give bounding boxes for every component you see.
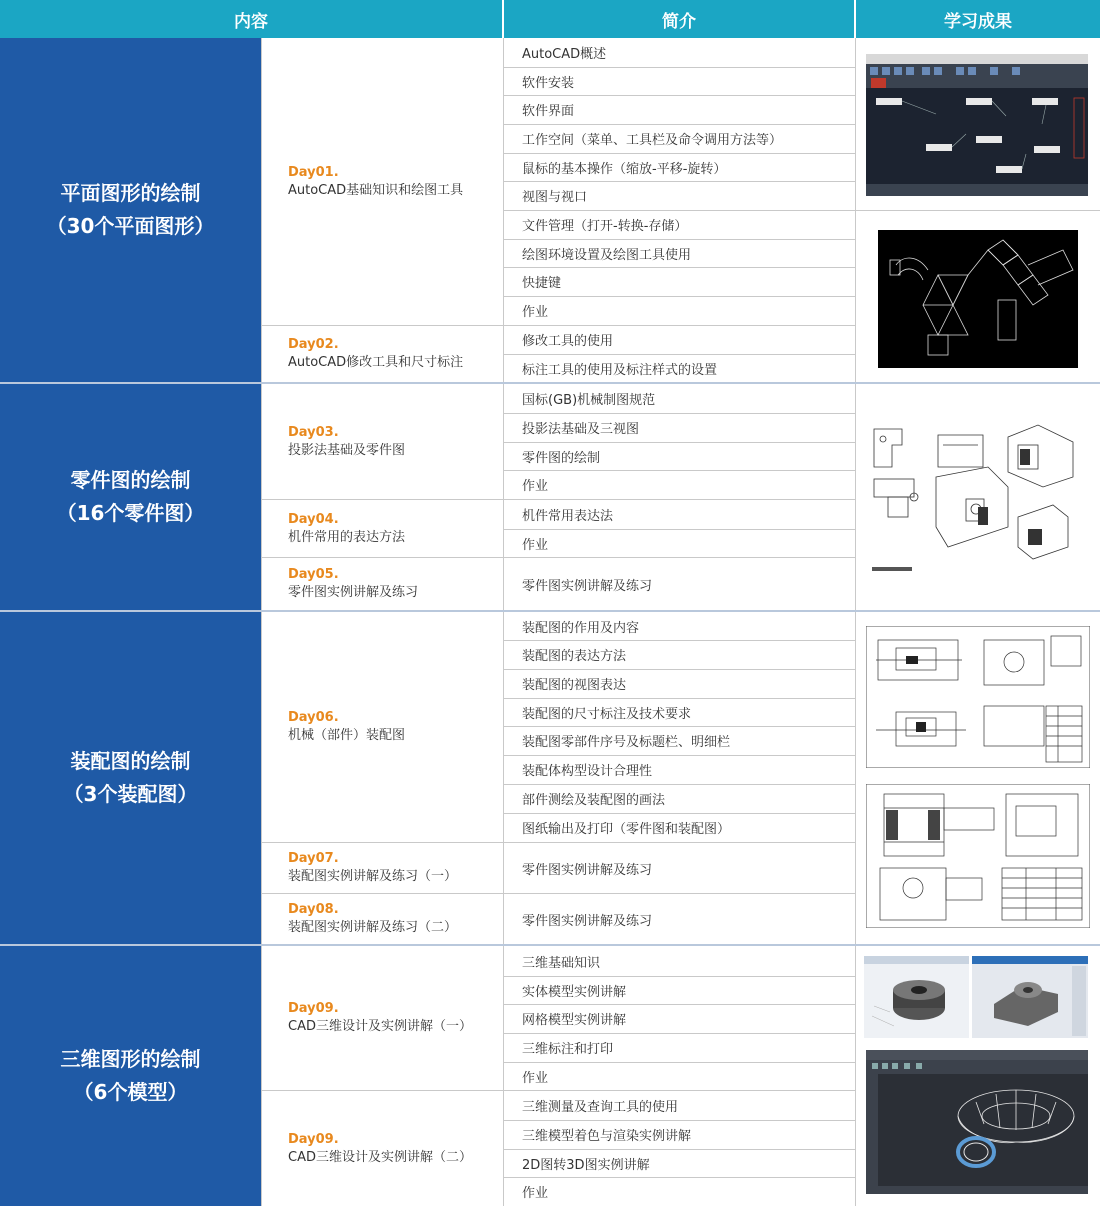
header-outcome: 学习成果 <box>856 0 1100 38</box>
grid-line <box>504 267 855 268</box>
topic-row: 零件图实例讲解及练习 <box>522 578 653 594</box>
topic-row: 网格模型实例讲解 <box>522 1013 627 1028</box>
grid-line <box>504 354 855 355</box>
part-drawing-projection <box>868 417 1090 579</box>
grid-line <box>504 813 855 814</box>
day-cell <box>262 843 503 893</box>
grid-line <box>261 38 262 1206</box>
topic-row: 零件图实例讲解及练习 <box>522 862 653 878</box>
3d-model-screenshot-1 <box>864 956 969 1038</box>
topic-row: 三维标注和打印 <box>522 1042 614 1057</box>
topic-row: 软件界面 <box>522 104 575 119</box>
day-cell <box>262 894 503 944</box>
section-subtitle: （3个装配图） <box>63 782 198 806</box>
3d-model-screenshot-2 <box>972 956 1088 1038</box>
section-divider <box>0 944 1100 946</box>
grid-line <box>856 210 1100 211</box>
topic-row: AutoCAD概述 <box>522 47 607 62</box>
cad-interface-screenshot <box>866 54 1088 196</box>
topic-row: 鼠标的基本操作（缩放-平移-旋转） <box>522 161 727 177</box>
grid-line <box>262 499 855 500</box>
day-cell <box>262 38 503 325</box>
topic-row: 图纸输出及打印（零件图和装配图） <box>522 822 731 837</box>
day-label: Day05. <box>288 567 339 582</box>
topic-row: 2D图转3D图实例讲解 <box>522 1157 650 1173</box>
topic-row: 文件管理（打开-转换-存储） <box>522 219 688 234</box>
topic-row: 实体模型实例讲解 <box>522 984 627 1000</box>
day-title: 投影法基础及零件图 <box>288 442 406 458</box>
topic-row: 作业 <box>522 1070 549 1086</box>
section-3d-drawing <box>0 946 261 1206</box>
topic-row: 投影法基础及三视图 <box>522 422 640 437</box>
topic-row: 三维模型着色与渲染实例讲解 <box>522 1129 692 1144</box>
day-title: AutoCAD基础知识和绘图工具 <box>288 182 464 198</box>
topic-row: 三维测量及查询工具的使用 <box>522 1100 679 1115</box>
day-title: AutoCAD修改工具和尺寸标注 <box>288 355 464 370</box>
grid-line <box>504 1062 855 1063</box>
day-cell <box>262 500 503 557</box>
day-label: Day09. <box>288 1131 339 1147</box>
day-label: Day09. <box>288 1001 339 1016</box>
grid-line <box>504 1120 855 1121</box>
3d-wireframe-render <box>866 1050 1088 1194</box>
assembly-drawing-1 <box>866 626 1090 768</box>
day-label: Day07. <box>288 851 339 866</box>
section-subtitle: （16个零件图） <box>56 501 205 525</box>
topic-row: 部件测绘及装配图的画法 <box>522 793 666 808</box>
section-assembly-drawing <box>0 612 261 944</box>
grid-line <box>504 784 855 785</box>
grid-line <box>504 153 855 154</box>
grid-line <box>504 210 855 211</box>
day-label: Day04. <box>288 511 339 527</box>
grid-line <box>504 67 855 68</box>
topic-row: 视图与视口 <box>522 190 588 205</box>
grid-line <box>504 529 855 530</box>
topic-row: 三维基础知识 <box>522 955 601 971</box>
day-title: 装配图实例讲解及练习（二） <box>288 920 458 935</box>
grid-line <box>504 413 855 414</box>
topic-row: 标注工具的使用及标注样式的设置 <box>522 362 718 378</box>
topic-row: 装配图的尺寸标注及技术要求 <box>522 706 692 722</box>
topic-row: 快捷键 <box>522 276 562 291</box>
grid-line <box>262 557 855 558</box>
grid-line <box>504 755 855 756</box>
grid-line <box>504 1149 855 1150</box>
grid-line <box>504 181 855 182</box>
header-divider <box>854 0 856 38</box>
day-label: Day01. <box>288 164 339 180</box>
grid-line <box>504 726 855 727</box>
grid-line <box>855 38 856 1206</box>
topic-row: 作业 <box>522 479 549 494</box>
day-title: CAD三维设计及实例讲解（二） <box>288 1149 472 1165</box>
grid-line <box>504 124 855 125</box>
section-divider <box>0 382 1100 384</box>
topic-row: 零件图的绘制 <box>522 450 601 466</box>
day-label: Day08. <box>288 902 339 917</box>
topic-row: 作业 <box>522 305 549 320</box>
grid-line <box>504 1033 855 1034</box>
grid-line <box>503 38 504 1206</box>
topic-row: 修改工具的使用 <box>522 334 614 349</box>
section-title: 零件图的绘制 <box>70 468 191 492</box>
topic-row: 装配图的表达方法 <box>522 649 627 664</box>
topic-row: 装配图零部件序号及标题栏、明细栏 <box>522 735 731 750</box>
grid-line <box>504 1177 855 1178</box>
day-label: Day06. <box>288 710 339 725</box>
day-label: Day03. <box>288 424 339 440</box>
section-part-drawing <box>0 384 261 610</box>
topic-row: 装配图的作用及内容 <box>522 620 640 636</box>
grid-line <box>262 325 855 326</box>
topic-row: 机件常用表达法 <box>522 509 614 524</box>
section-title: 三维图形的绘制 <box>60 1047 201 1071</box>
assembly-drawing-2 <box>866 784 1090 928</box>
grid-line <box>504 698 855 699</box>
header-divider <box>502 0 504 38</box>
grid-line <box>262 893 855 894</box>
grid-line <box>262 1090 855 1091</box>
day-label: Day02. <box>288 337 339 352</box>
section-title: 平面图形的绘制 <box>60 181 201 205</box>
grid-line <box>504 669 855 670</box>
grid-line <box>504 296 855 297</box>
topic-row: 绘图环境设置及绘图工具使用 <box>522 247 692 263</box>
day-cell <box>262 326 503 382</box>
day-title: 零件图实例讲解及练习 <box>288 585 419 600</box>
section-subtitle: （30个平面图形） <box>46 214 215 238</box>
topic-row: 装配体构型设计合理性 <box>522 764 653 779</box>
section-divider <box>0 610 1100 612</box>
day-cell <box>262 612 503 842</box>
grid-line <box>504 976 855 977</box>
day-cell <box>262 384 503 499</box>
day-title: 机件常用的表达方法 <box>288 529 406 545</box>
topic-row: 零件图实例讲解及练习 <box>522 913 653 929</box>
day-title: CAD三维设计及实例讲解（一） <box>288 1019 472 1034</box>
header-intro: 简介 <box>504 0 854 38</box>
day-title: 装配图实例讲解及练习（一） <box>288 869 458 884</box>
grid-line <box>262 842 855 843</box>
topic-row: 装配图的视图表达 <box>522 678 627 693</box>
grid-line <box>504 239 855 240</box>
grid-line <box>504 442 855 443</box>
header-content: 内容 <box>0 0 502 38</box>
day-title: 机械（部件）装配图 <box>288 728 406 743</box>
section-plane-drawing <box>0 38 261 382</box>
grid-line <box>504 95 855 96</box>
grid-line <box>504 470 855 471</box>
section-subtitle: （6个模型） <box>73 1080 188 1104</box>
day-cell <box>262 1091 503 1206</box>
cad-2d-drawing <box>878 230 1078 368</box>
topic-row: 软件安装 <box>522 75 575 91</box>
day-cell <box>262 558 503 610</box>
grid-line <box>504 640 855 641</box>
day-cell <box>262 946 503 1090</box>
topic-row: 国标(GB)机械制图规范 <box>522 393 656 408</box>
topic-row: 工作空间（菜单、工具栏及命令调用方法等） <box>522 133 783 148</box>
topic-row: 作业 <box>522 1186 549 1201</box>
grid-line <box>504 1004 855 1005</box>
section-title: 装配图的绘制 <box>70 749 191 773</box>
topic-row: 作业 <box>522 537 549 553</box>
